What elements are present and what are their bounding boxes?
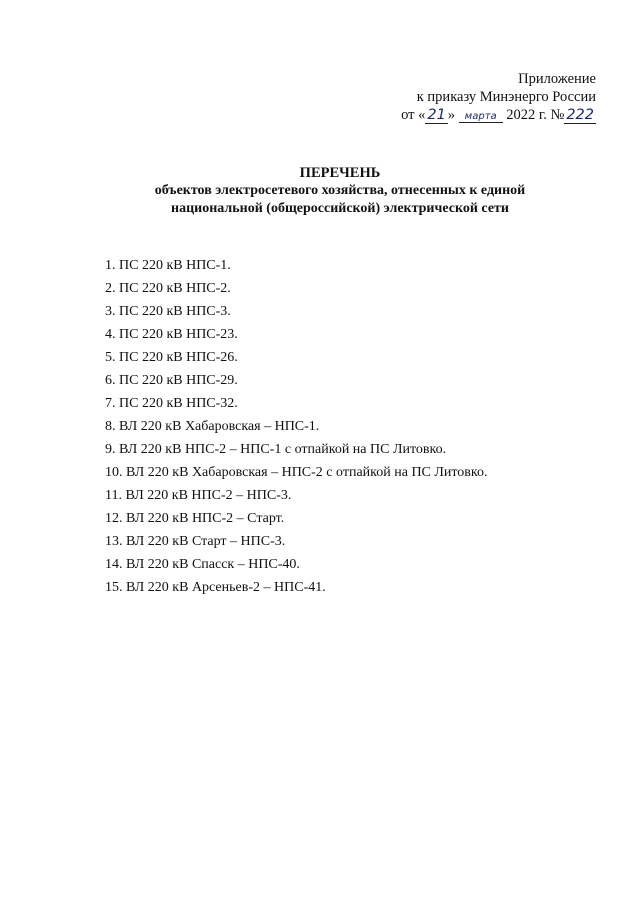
list-item: 1. ПС 220 кВ НПС-1.	[105, 258, 231, 273]
list-item: 12. ВЛ 220 кВ НПС-2 – Старт.	[105, 511, 285, 526]
date-prefix: от «	[401, 107, 426, 123]
title-line-2: национальной (общероссийской) электрической сети	[171, 201, 509, 216]
list-item: 3. ПС 220 кВ НПС-3.	[105, 304, 231, 319]
handwritten-day: 21	[427, 107, 446, 123]
handwritten-month: марта	[459, 111, 503, 123]
list-item: 10. ВЛ 220 кВ Хабаровская – НПС-2 с отпайкой на ПС Литовко.	[105, 465, 488, 480]
list-item: 4. ПС 220 кВ НПС-23.	[105, 327, 238, 342]
list-item: 7. ПС 220 кВ НПС-32.	[105, 396, 238, 411]
list-item: 2. ПС 220 кВ НПС-2.	[105, 281, 231, 296]
list-item: 5. ПС 220 кВ НПС-26.	[105, 350, 238, 365]
objects-list	[105, 254, 615, 599]
list-item: 8. ВЛ 220 кВ Хабаровская – НПС-1.	[105, 419, 320, 434]
list-item: 14. ВЛ 220 кВ Спасск – НПС-40.	[105, 557, 300, 572]
title-line-1: объектов электросетевого хозяйства, отнесенных к единой	[154, 183, 526, 198]
list-item: 6. ПС 220 кВ НПС-29.	[105, 373, 238, 388]
list-item: 9. ВЛ 220 кВ НПС-2 – НПС-1 с отпайкой на ПС Литовко.	[105, 442, 447, 457]
date-mid: »	[447, 107, 456, 123]
list-item: 15. ВЛ 220 кВ Арсеньев-2 – НПС-41.	[105, 580, 326, 595]
title-heading: ПЕРЕЧЕНЬ	[299, 165, 381, 181]
date-year: 2022 г. №	[506, 107, 565, 123]
appendix-header	[401, 70, 596, 126]
appendix-order-ref: к приказу Минэнерго России	[416, 89, 596, 105]
document-title	[110, 164, 570, 218]
appendix-label: Приложение	[518, 71, 596, 87]
list-item: 11. ВЛ 220 кВ НПС-2 – НПС-3.	[105, 488, 292, 503]
handwritten-number: 222	[566, 107, 594, 123]
list-item: 13. ВЛ 220 кВ Старт – НПС-3.	[105, 534, 286, 549]
appendix-date-line	[401, 106, 596, 126]
